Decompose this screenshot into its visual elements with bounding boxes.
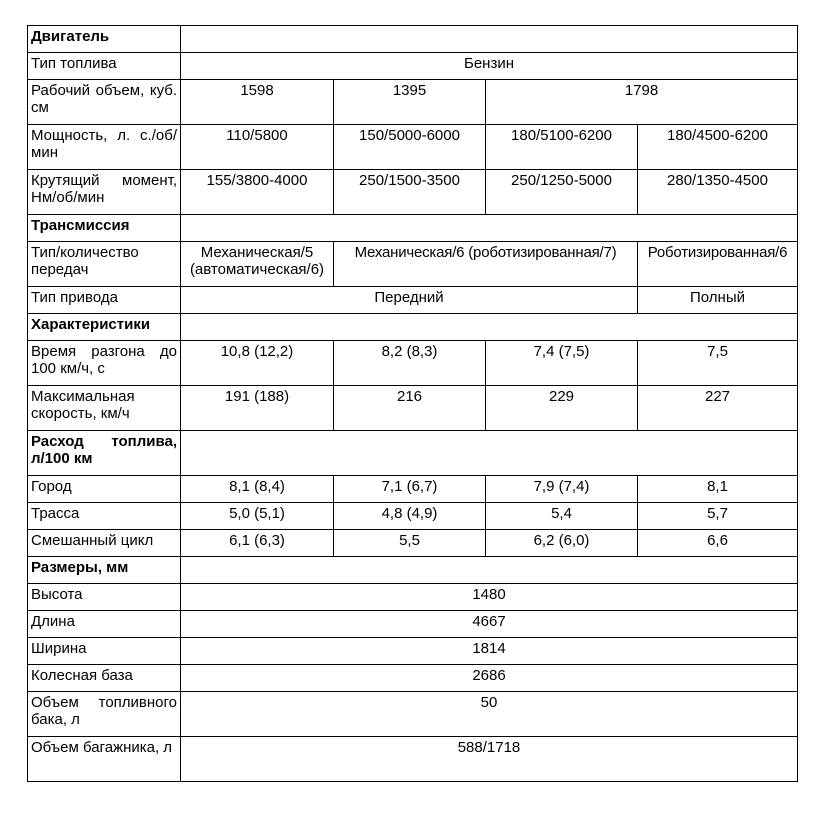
section-header-characteristics: Характеристики (28, 314, 181, 341)
row-label: Смешанный цикл (28, 530, 181, 557)
row-label: Максимальная скорость, км/ч (28, 386, 181, 431)
cell-value: 155/3800-4000 (181, 170, 334, 215)
row-label: Длина (28, 611, 181, 638)
section-header-blank (181, 557, 798, 584)
table-row-combined (28, 530, 798, 557)
table-row-displacement (28, 80, 798, 125)
cell-value: Передний (181, 287, 638, 314)
row-label: Тип привода (28, 287, 181, 314)
cell-value: 5,0 (5,1) (181, 503, 334, 530)
cell-value: 280/1350-4500 (638, 170, 798, 215)
table-row-height (28, 584, 798, 611)
section-header-engine: Двигатель (28, 26, 181, 53)
cell-value: 8,2 (8,3) (334, 341, 486, 386)
table-row-width (28, 638, 798, 665)
table-row-highway (28, 503, 798, 530)
row-label: Тип топлива (28, 53, 181, 80)
table-row-drive (28, 287, 798, 314)
row-label: Тип/количество передач (28, 242, 181, 287)
cell-value: 5,7 (638, 503, 798, 530)
table-row-fuel-type (28, 53, 798, 80)
cell-value: 250/1500-3500 (334, 170, 486, 215)
cell-value: 1814 (181, 638, 798, 665)
cell-value: 7,4 (7,5) (486, 341, 638, 386)
cell-value: Полный (638, 287, 798, 314)
section-header-blank (181, 215, 798, 242)
row-label: Объем багажника, л (28, 737, 181, 782)
cell-value: 229 (486, 386, 638, 431)
section-consumption-row (28, 431, 798, 476)
cell-value: 216 (334, 386, 486, 431)
cell-value: Механическая/5 (автоматическая/6) (181, 242, 334, 287)
cell-value: 6,1 (6,3) (181, 530, 334, 557)
cell-value: 110/5800 (181, 125, 334, 170)
row-label: Крутящий момент, Нм/об/мин (28, 170, 181, 215)
table-row-city (28, 476, 798, 503)
row-label: Колесная база (28, 665, 181, 692)
row-label: Высота (28, 584, 181, 611)
table-row-torque (28, 170, 798, 215)
cell-value: 7,5 (638, 341, 798, 386)
cell-value: 1798 (486, 80, 798, 125)
table-row-power (28, 125, 798, 170)
cell-value: 180/4500-6200 (638, 125, 798, 170)
cell-value: 4,8 (4,9) (334, 503, 486, 530)
cell-value: 10,8 (12,2) (181, 341, 334, 386)
section-characteristics-row (28, 314, 798, 341)
section-header-blank (181, 431, 798, 476)
cell-value: 191 (188) (181, 386, 334, 431)
cell-value: 8,1 (638, 476, 798, 503)
table-row-length (28, 611, 798, 638)
cell-value: 2686 (181, 665, 798, 692)
row-label: Время разгона до 100 км/ч, с (28, 341, 181, 386)
cell-value: 180/5100-6200 (486, 125, 638, 170)
row-label: Мощность, л. с./об/мин (28, 125, 181, 170)
specifications-table (27, 25, 798, 782)
table-row-acceleration (28, 341, 798, 386)
fuel-type-value: Бензин (181, 53, 798, 80)
cell-value: 227 (638, 386, 798, 431)
cell-value: 6,2 (6,0) (486, 530, 638, 557)
cell-value: 7,1 (6,7) (334, 476, 486, 503)
cell-value: Механическая/6 (роботизированная/7) (334, 242, 638, 287)
section-dimensions-row (28, 557, 798, 584)
cell-value: 8,1 (8,4) (181, 476, 334, 503)
table-row-top-speed (28, 386, 798, 431)
cell-value: 50 (181, 692, 798, 737)
table-row-gearbox (28, 242, 798, 287)
cell-value: 5,5 (334, 530, 486, 557)
cell-value: 6,6 (638, 530, 798, 557)
row-label: Трасса (28, 503, 181, 530)
section-transmission-row (28, 215, 798, 242)
section-header-transmission: Трансмиссия (28, 215, 181, 242)
table-row-trunk (28, 737, 798, 782)
cell-value: 1480 (181, 584, 798, 611)
cell-value: 1395 (334, 80, 486, 125)
cell-value: 7,9 (7,4) (486, 476, 638, 503)
table-row-tank (28, 692, 798, 737)
row-label: Город (28, 476, 181, 503)
cell-value: 588/1718 (181, 737, 798, 782)
table-row-wheelbase (28, 665, 798, 692)
section-header-dimensions: Размеры, мм (28, 557, 181, 584)
section-header-consumption: Расход топлива, л/100 км (28, 431, 181, 476)
cell-value: 4667 (181, 611, 798, 638)
section-engine-row (28, 26, 798, 53)
row-label: Рабочий объем, куб. см (28, 80, 181, 125)
section-header-blank (181, 314, 798, 341)
cell-value: 150/5000-6000 (334, 125, 486, 170)
cell-value: Роботизированная/6 (638, 242, 798, 287)
section-header-blank (181, 26, 798, 53)
cell-value: 250/1250-5000 (486, 170, 638, 215)
cell-value: 1598 (181, 80, 334, 125)
cell-value: 5,4 (486, 503, 638, 530)
row-label: Объем топливного бака, л (28, 692, 181, 737)
row-label: Ширина (28, 638, 181, 665)
